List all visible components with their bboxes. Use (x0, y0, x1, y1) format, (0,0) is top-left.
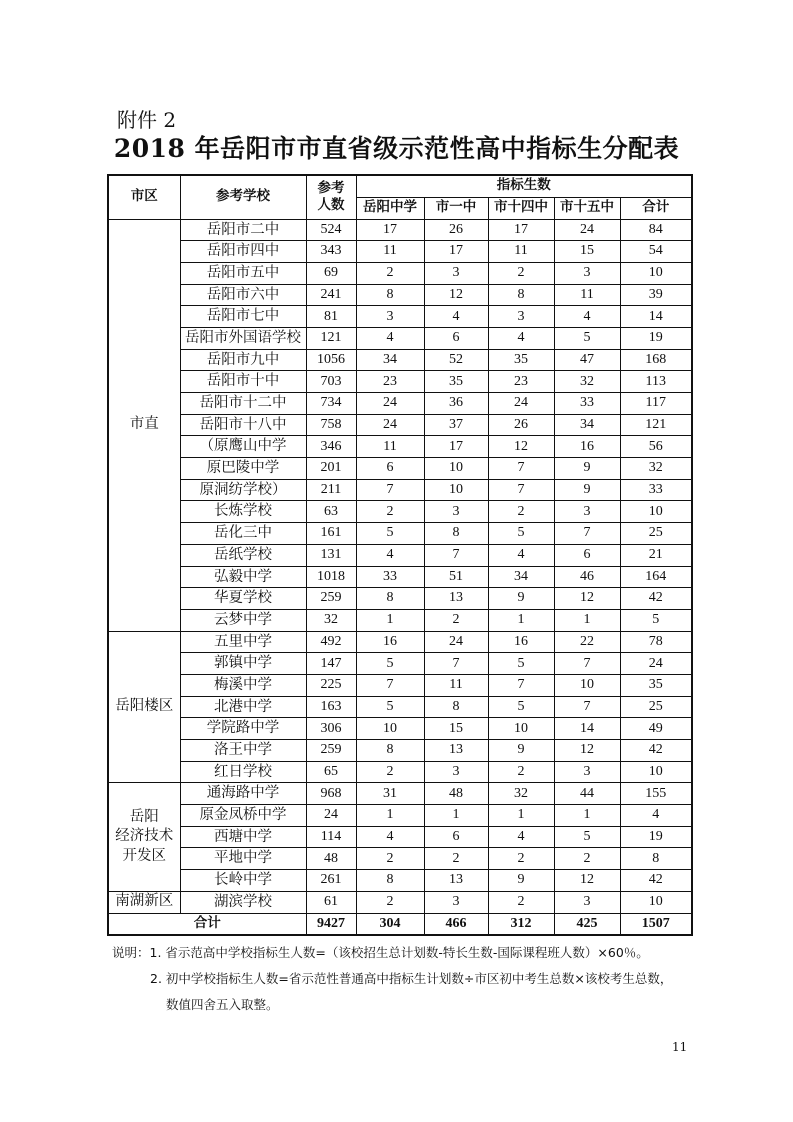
quota-cell: 42 (620, 870, 692, 892)
table-row (108, 609, 692, 631)
examinees-cell: 163 (306, 696, 356, 718)
quota-cell: 17 (424, 241, 488, 263)
school-cell: 北港中学 (180, 696, 306, 718)
quota-cell: 10 (620, 501, 692, 523)
school-cell: 湖滨学校 (180, 891, 306, 913)
quota-cell: 7 (356, 674, 424, 696)
quota-cell: 33 (356, 566, 424, 588)
total-label: 合计 (108, 913, 306, 935)
quota-cell: 8 (424, 696, 488, 718)
school-cell: 华夏学校 (180, 588, 306, 610)
quota-cell: 10 (620, 761, 692, 783)
page-title: 2018 年岳阳市市直省级示范性高中指标生分配表 (113, 134, 680, 163)
examinees-cell: 69 (306, 262, 356, 284)
quota-cell: 4 (356, 327, 424, 349)
quota-cell: 34 (554, 414, 620, 436)
examinees-cell: 1018 (306, 566, 356, 588)
total-quota-cell: 425 (554, 913, 620, 935)
quota-cell: 3 (554, 262, 620, 284)
table-row (108, 219, 692, 241)
school-cell: 原巴陵中学 (180, 458, 306, 480)
quota-cell: 4 (356, 544, 424, 566)
quota-cell: 9 (488, 588, 554, 610)
quota-cell: 3 (356, 306, 424, 328)
quota-cell: 4 (424, 306, 488, 328)
quota-cell: 31 (356, 783, 424, 805)
quota-cell: 10 (554, 674, 620, 696)
quota-cell: 121 (620, 414, 692, 436)
quota-cell: 1 (488, 805, 554, 827)
quota-cell: 7 (554, 523, 620, 545)
examinees-cell: 734 (306, 393, 356, 415)
quota-cell: 5 (488, 696, 554, 718)
quota-cell: 2 (488, 848, 554, 870)
quota-cell: 2 (356, 761, 424, 783)
school-cell: （原鹰山中学 (180, 436, 306, 458)
table-row (108, 284, 692, 306)
quota-cell: 16 (554, 436, 620, 458)
school-cell: 岳阳市七中 (180, 306, 306, 328)
quota-cell: 10 (424, 479, 488, 501)
school-cell: 岳阳市六中 (180, 284, 306, 306)
quota-cell: 11 (356, 436, 424, 458)
quota-cell: 3 (424, 501, 488, 523)
table-row (108, 414, 692, 436)
header-quota-group: 指标生数 (356, 175, 692, 197)
quota-cell: 4 (620, 805, 692, 827)
quota-cell: 13 (424, 870, 488, 892)
quota-cell: 4 (356, 826, 424, 848)
examinees-cell: 161 (306, 523, 356, 545)
table-row (108, 393, 692, 415)
notes (112, 940, 672, 1018)
quota-cell: 32 (488, 783, 554, 805)
table-row (108, 674, 692, 696)
quota-cell: 23 (356, 371, 424, 393)
examinees-cell: 147 (306, 653, 356, 675)
examinees-cell: 211 (306, 479, 356, 501)
examinees-cell: 241 (306, 284, 356, 306)
quota-cell: 52 (424, 349, 488, 371)
quota-cell: 10 (620, 891, 692, 913)
quota-cell: 2 (488, 501, 554, 523)
quota-cell: 13 (424, 740, 488, 762)
table-row (108, 848, 692, 870)
quota-cell: 21 (620, 544, 692, 566)
quota-cell: 4 (488, 826, 554, 848)
quota-cell: 1 (424, 805, 488, 827)
quota-cell: 1 (488, 609, 554, 631)
quota-cell: 5 (620, 609, 692, 631)
quota-cell: 36 (424, 393, 488, 415)
note-line-2: 2. 初中学校指标生人数=省示范性普通高中指标生计划数÷市区初中考生总数×该校考生总数， (150, 971, 673, 986)
quota-cell: 117 (620, 393, 692, 415)
total-examinees: 9427 (306, 913, 356, 935)
quota-cell: 25 (620, 523, 692, 545)
school-cell: 梅溪中学 (180, 674, 306, 696)
quota-cell: 2 (356, 891, 424, 913)
header-examinees-label: 参考人数 (317, 180, 345, 214)
header-school: 参考学校 (180, 175, 306, 219)
school-cell: 红日学校 (180, 761, 306, 783)
examinees-cell: 524 (306, 219, 356, 241)
quota-cell: 2 (424, 609, 488, 631)
quota-cell: 2 (356, 848, 424, 870)
quota-cell: 26 (424, 219, 488, 241)
quota-cell: 54 (620, 241, 692, 263)
table-row (108, 349, 692, 371)
school-cell: 岳阳市十中 (180, 371, 306, 393)
school-cell: 洛王中学 (180, 740, 306, 762)
quota-cell: 3 (554, 891, 620, 913)
quota-cell: 12 (554, 588, 620, 610)
quota-cell: 10 (488, 718, 554, 740)
school-cell: 通海路中学 (180, 783, 306, 805)
quota-cell: 7 (488, 458, 554, 480)
table-row (108, 870, 692, 892)
quota-cell: 15 (554, 241, 620, 263)
examinees-cell: 346 (306, 436, 356, 458)
quota-cell: 24 (424, 631, 488, 653)
examinees-cell: 261 (306, 870, 356, 892)
quota-cell: 19 (620, 826, 692, 848)
quota-cell: 13 (424, 588, 488, 610)
school-cell: 原洞纺学校） (180, 479, 306, 501)
quota-cell: 7 (356, 479, 424, 501)
quota-cell: 5 (554, 327, 620, 349)
table-row (108, 479, 692, 501)
quota-cell: 7 (424, 544, 488, 566)
quota-cell: 2 (554, 848, 620, 870)
quota-cell: 5 (356, 653, 424, 675)
quota-cell: 2 (488, 262, 554, 284)
school-cell: 弘毅中学 (180, 566, 306, 588)
quota-cell: 33 (620, 479, 692, 501)
quota-cell: 168 (620, 349, 692, 371)
quota-cell: 5 (488, 523, 554, 545)
quota-cell: 1 (554, 805, 620, 827)
quota-cell: 35 (488, 349, 554, 371)
table-row (108, 826, 692, 848)
table-body (108, 219, 692, 935)
table-row (108, 588, 692, 610)
quota-cell: 164 (620, 566, 692, 588)
quota-cell: 8 (356, 740, 424, 762)
quota-cell: 3 (424, 761, 488, 783)
header-quota-col: 市十五中 (554, 197, 620, 219)
school-cell: 岳阳市二中 (180, 219, 306, 241)
quota-cell: 19 (620, 327, 692, 349)
page-number: 11 (672, 1040, 688, 1054)
examinees-cell: 259 (306, 740, 356, 762)
quota-cell: 113 (620, 371, 692, 393)
quota-cell: 56 (620, 436, 692, 458)
quota-cell: 7 (424, 653, 488, 675)
district-cell: 南湖新区 (108, 891, 180, 913)
quota-cell: 7 (488, 479, 554, 501)
quota-cell: 48 (424, 783, 488, 805)
quota-cell: 17 (488, 219, 554, 241)
table-row (108, 631, 692, 653)
quota-cell: 46 (554, 566, 620, 588)
examinees-cell: 65 (306, 761, 356, 783)
quota-cell: 3 (488, 306, 554, 328)
quota-cell: 3 (424, 891, 488, 913)
note-line-1: 说明：1. 省示范高中学校指标生人数=（该校招生总计划数-特长生数-国际课程班人数）×60％。 (112, 945, 649, 960)
quota-cell: 42 (620, 588, 692, 610)
quota-cell: 78 (620, 631, 692, 653)
examinees-cell: 61 (306, 891, 356, 913)
quota-cell: 14 (620, 306, 692, 328)
examinees-cell: 81 (306, 306, 356, 328)
school-cell: 岳阳市外国语学校 (180, 327, 306, 349)
quota-cell: 23 (488, 371, 554, 393)
quota-cell: 2 (424, 848, 488, 870)
examinees-cell: 492 (306, 631, 356, 653)
quota-cell: 3 (554, 761, 620, 783)
quota-cell: 8 (424, 523, 488, 545)
header-quota-col: 市十四中 (488, 197, 554, 219)
table-row (108, 371, 692, 393)
quota-cell: 3 (424, 262, 488, 284)
table-row (108, 566, 692, 588)
table-row (108, 501, 692, 523)
quota-cell: 8 (620, 848, 692, 870)
quota-cell: 4 (488, 327, 554, 349)
school-cell: 岳纸学校 (180, 544, 306, 566)
quota-cell: 1 (356, 609, 424, 631)
table-row (108, 327, 692, 349)
school-cell: 西塘中学 (180, 826, 306, 848)
table-row (108, 458, 692, 480)
quota-cell: 7 (488, 674, 554, 696)
header-quota-col: 合计 (620, 197, 692, 219)
school-cell: 平地中学 (180, 848, 306, 870)
quota-cell: 26 (488, 414, 554, 436)
school-cell: 长岭中学 (180, 870, 306, 892)
quota-cell: 12 (424, 284, 488, 306)
quota-cell: 10 (620, 262, 692, 284)
quota-cell: 32 (554, 371, 620, 393)
school-cell: 岳阳市四中 (180, 241, 306, 263)
quota-cell: 24 (488, 393, 554, 415)
table-row (108, 262, 692, 284)
quota-cell: 1 (356, 805, 424, 827)
table-row (108, 740, 692, 762)
school-cell: 岳阳市九中 (180, 349, 306, 371)
quota-cell: 84 (620, 219, 692, 241)
quota-cell: 47 (554, 349, 620, 371)
quota-cell: 35 (620, 674, 692, 696)
examinees-cell: 114 (306, 826, 356, 848)
quota-cell: 24 (356, 414, 424, 436)
header-quota-col: 岳阳中学 (356, 197, 424, 219)
school-cell: 岳阳市十八中 (180, 414, 306, 436)
table-row (108, 653, 692, 675)
quota-cell: 15 (424, 718, 488, 740)
quota-cell: 4 (488, 544, 554, 566)
total-row (108, 913, 692, 935)
total-quota-cell: 312 (488, 913, 554, 935)
quota-cell: 11 (356, 241, 424, 263)
school-cell: 原金凤桥中学 (180, 805, 306, 827)
quota-cell: 16 (488, 631, 554, 653)
quota-cell: 24 (356, 393, 424, 415)
table-row (108, 891, 692, 913)
quota-cell: 6 (554, 544, 620, 566)
quota-cell: 2 (488, 761, 554, 783)
quota-allocation-table (107, 174, 693, 936)
quota-cell: 51 (424, 566, 488, 588)
table-row (108, 696, 692, 718)
quota-cell: 16 (356, 631, 424, 653)
quota-cell: 34 (356, 349, 424, 371)
school-cell: 岳阳市十二中 (180, 393, 306, 415)
quota-cell: 5 (356, 523, 424, 545)
school-cell: 五里中学 (180, 631, 306, 653)
examinees-cell: 1056 (306, 349, 356, 371)
quota-cell: 24 (554, 219, 620, 241)
school-cell: 郭镇中学 (180, 653, 306, 675)
quota-cell: 37 (424, 414, 488, 436)
examinees-cell: 32 (306, 609, 356, 631)
quota-cell: 49 (620, 718, 692, 740)
district-cell: 岳阳楼区 (108, 631, 180, 783)
quota-cell: 5 (488, 653, 554, 675)
examinees-cell: 306 (306, 718, 356, 740)
quota-cell: 32 (620, 458, 692, 480)
quota-cell: 39 (620, 284, 692, 306)
quota-cell: 8 (356, 284, 424, 306)
quota-cell: 6 (356, 458, 424, 480)
table-row (108, 805, 692, 827)
school-cell: 学院路中学 (180, 718, 306, 740)
school-cell: 长炼学校 (180, 501, 306, 523)
table-row (108, 718, 692, 740)
quota-cell: 9 (488, 740, 554, 762)
quota-cell: 14 (554, 718, 620, 740)
school-cell: 岳阳市五中 (180, 262, 306, 284)
table-row (108, 241, 692, 263)
quota-cell: 9 (554, 458, 620, 480)
quota-cell: 12 (554, 870, 620, 892)
table-row (108, 761, 692, 783)
school-cell: 云梦中学 (180, 609, 306, 631)
quota-cell: 22 (554, 631, 620, 653)
table-row (108, 436, 692, 458)
quota-cell: 1 (554, 609, 620, 631)
total-quota-cell: 304 (356, 913, 424, 935)
quota-cell: 11 (554, 284, 620, 306)
quota-cell: 10 (424, 458, 488, 480)
district-cell: 岳阳 经济技术 开发区 (108, 783, 180, 891)
quota-cell: 44 (554, 783, 620, 805)
table-row (108, 783, 692, 805)
examinees-cell: 131 (306, 544, 356, 566)
quota-cell: 9 (554, 479, 620, 501)
quota-cell: 155 (620, 783, 692, 805)
quota-cell: 12 (554, 740, 620, 762)
quota-cell: 33 (554, 393, 620, 415)
quota-cell: 10 (356, 718, 424, 740)
quota-cell: 11 (424, 674, 488, 696)
quota-cell: 34 (488, 566, 554, 588)
quota-cell: 6 (424, 327, 488, 349)
quota-cell: 8 (356, 870, 424, 892)
examinees-cell: 703 (306, 371, 356, 393)
table-row (108, 523, 692, 545)
quota-cell: 24 (620, 653, 692, 675)
header-examinees (306, 175, 356, 219)
examinees-cell: 259 (306, 588, 356, 610)
examinees-cell: 63 (306, 501, 356, 523)
quota-cell: 6 (424, 826, 488, 848)
note-line-3: 数值四舍五入取整。 (166, 997, 279, 1012)
quota-cell: 8 (488, 284, 554, 306)
examinees-cell: 343 (306, 241, 356, 263)
quota-cell: 8 (356, 588, 424, 610)
school-cell: 岳化三中 (180, 523, 306, 545)
quota-cell: 3 (554, 501, 620, 523)
quota-cell: 7 (554, 696, 620, 718)
quota-cell: 11 (488, 241, 554, 263)
quota-cell: 5 (356, 696, 424, 718)
quota-cell: 17 (356, 219, 424, 241)
quota-cell: 4 (554, 306, 620, 328)
header-quota-col: 市一中 (424, 197, 488, 219)
quota-cell: 2 (356, 262, 424, 284)
header-district: 市区 (108, 175, 180, 219)
examinees-cell: 121 (306, 327, 356, 349)
examinees-cell: 968 (306, 783, 356, 805)
examinees-cell: 225 (306, 674, 356, 696)
quota-cell: 2 (356, 501, 424, 523)
total-quota-cell: 1507 (620, 913, 692, 935)
examinees-cell: 24 (306, 805, 356, 827)
table-row (108, 544, 692, 566)
quota-cell: 25 (620, 696, 692, 718)
examinees-cell: 758 (306, 414, 356, 436)
examinees-cell: 48 (306, 848, 356, 870)
quota-cell: 42 (620, 740, 692, 762)
quota-cell: 5 (554, 826, 620, 848)
attachment-label: 附件 2 (117, 108, 177, 132)
quota-cell: 9 (488, 870, 554, 892)
examinees-cell: 201 (306, 458, 356, 480)
quota-cell: 35 (424, 371, 488, 393)
quota-cell: 17 (424, 436, 488, 458)
quota-cell: 7 (554, 653, 620, 675)
district-cell: 市直 (108, 219, 180, 631)
table-row (108, 306, 692, 328)
total-quota-cell: 466 (424, 913, 488, 935)
quota-cell: 2 (488, 891, 554, 913)
quota-cell: 12 (488, 436, 554, 458)
